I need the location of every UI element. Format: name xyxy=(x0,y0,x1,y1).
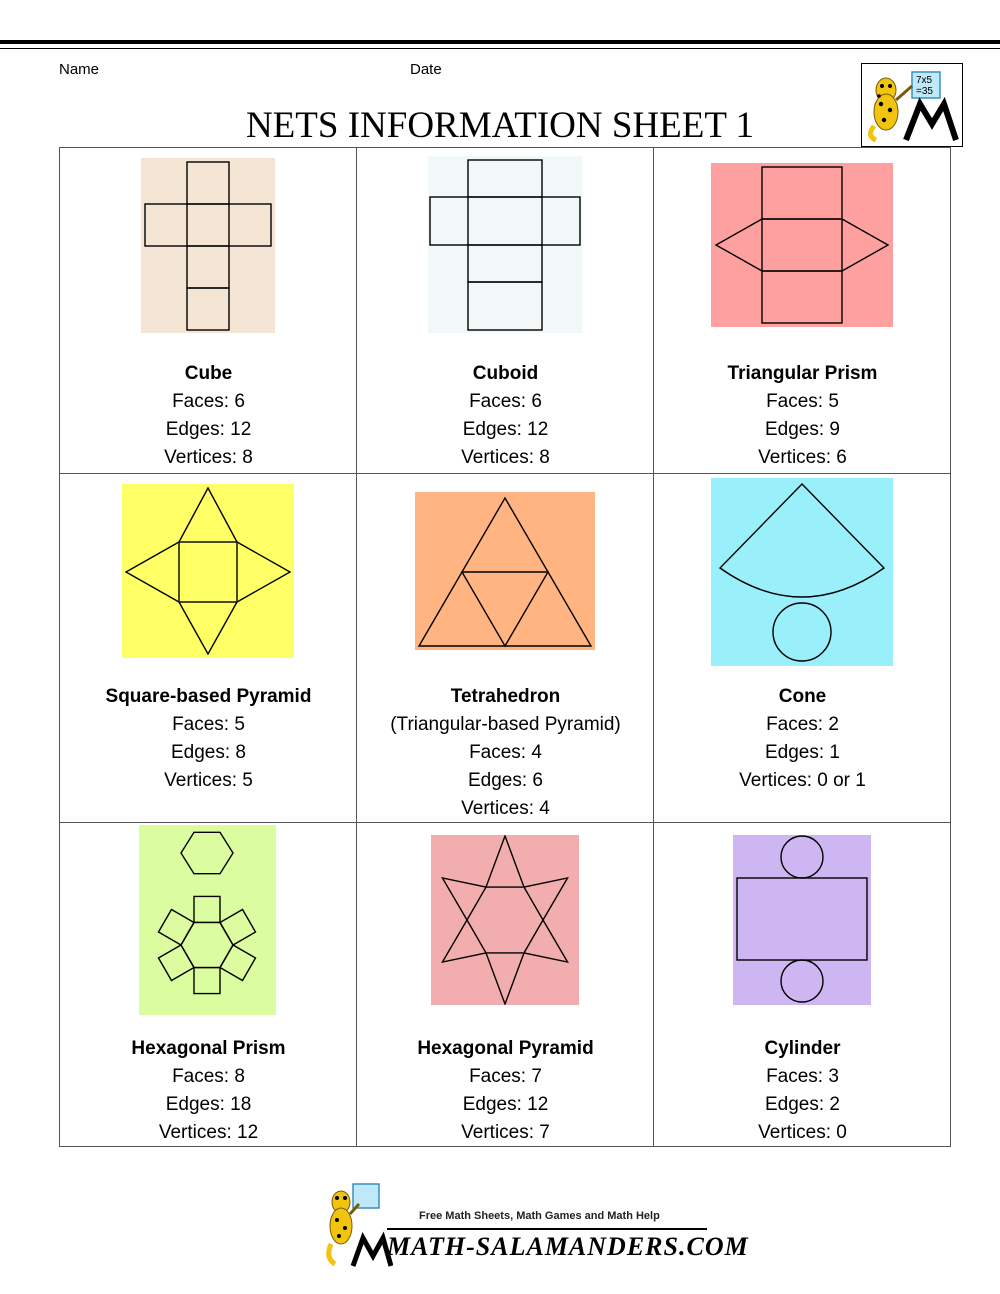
subtitle: (Triangular-based Pyramid) xyxy=(390,714,621,735)
svg-text:=35: =35 xyxy=(916,86,933,97)
nets-table xyxy=(59,147,951,1147)
faces-value: Faces: 5 xyxy=(766,391,839,412)
vertices-value: Vertices: 0 xyxy=(758,1122,847,1143)
cone-net-diagram xyxy=(711,478,893,666)
footer-site-name: MATH-SALAMANDERS.COM xyxy=(387,1232,749,1261)
triangular-prism-net-diagram xyxy=(711,163,893,327)
shape-card-hexagonal-prism xyxy=(60,823,357,1146)
square-pyramid-net-diagram xyxy=(122,484,294,658)
cylinder-net-diagram xyxy=(733,835,871,1005)
shape-name: Cube xyxy=(184,363,233,384)
shape-info xyxy=(654,683,951,795)
salamander-mascot-icon xyxy=(323,1178,393,1270)
name-label: Name xyxy=(59,61,100,78)
footer-divider xyxy=(387,1228,707,1230)
shape-info xyxy=(357,683,654,823)
edges-value: Edges: 12 xyxy=(165,419,252,440)
shape-name: Square-based Pyramid xyxy=(105,686,312,707)
vertices-value: Vertices: 8 xyxy=(461,447,550,468)
shape-info xyxy=(654,1035,951,1147)
shape-name: Cone xyxy=(778,686,827,707)
cuboid-net-diagram xyxy=(428,156,582,333)
cube-net-diagram xyxy=(141,158,275,333)
shape-info xyxy=(60,1035,357,1147)
vertices-value: Vertices: 8 xyxy=(164,447,253,468)
edges-value: Edges: 2 xyxy=(765,1094,840,1115)
faces-value: Faces: 8 xyxy=(172,1066,245,1087)
shape-name: Hexagonal Pyramid xyxy=(417,1038,594,1059)
footer-tagline: Free Math Sheets, Math Games and Math Help xyxy=(419,1210,660,1222)
shape-name: Cylinder xyxy=(764,1038,841,1059)
top-border-thin xyxy=(0,48,1000,49)
vertices-value: Vertices: 5 xyxy=(164,770,253,791)
tetrahedron-net-diagram xyxy=(415,492,595,650)
faces-value: Faces: 6 xyxy=(469,391,542,412)
faces-value: Faces: 2 xyxy=(766,714,839,735)
shape-card-square-pyramid xyxy=(60,474,357,822)
shape-card-cube xyxy=(60,148,357,473)
vertices-value: Vertices: 6 xyxy=(758,447,847,468)
top-border-thick xyxy=(0,40,1000,44)
edges-value: Edges: 6 xyxy=(468,770,543,791)
vertices-value: Vertices: 4 xyxy=(461,798,550,819)
edges-value: Edges: 12 xyxy=(462,1094,549,1115)
vertices-value: Vertices: 0 or 1 xyxy=(739,770,866,791)
edges-value: Edges: 12 xyxy=(462,419,549,440)
shape-info xyxy=(357,360,654,472)
footer-logo xyxy=(323,1178,749,1270)
edges-value: Edges: 8 xyxy=(171,742,246,763)
shape-name: Tetrahedron xyxy=(450,686,561,707)
shape-card-hexagonal-pyramid xyxy=(357,823,654,1146)
svg-text:7x5: 7x5 xyxy=(916,75,933,86)
shape-info xyxy=(60,360,357,472)
shape-name: Hexagonal Prism xyxy=(131,1038,286,1059)
date-label: Date xyxy=(410,61,442,78)
shape-info xyxy=(654,360,951,472)
shape-name: Triangular Prism xyxy=(727,363,878,384)
shape-card-cone xyxy=(654,474,951,822)
shape-card-tetrahedron xyxy=(357,474,654,822)
edges-value: Edges: 18 xyxy=(165,1094,252,1115)
edges-value: Edges: 9 xyxy=(765,419,840,440)
faces-value: Faces: 4 xyxy=(469,742,542,763)
vertices-value: Vertices: 12 xyxy=(158,1122,259,1143)
faces-value: Faces: 5 xyxy=(172,714,245,735)
shape-info xyxy=(60,683,357,795)
faces-value: Faces: 6 xyxy=(172,391,245,412)
faces-value: Faces: 7 xyxy=(469,1066,542,1087)
shape-name: Cuboid xyxy=(472,363,539,384)
shape-card-cuboid xyxy=(357,148,654,473)
edges-value: Edges: 1 xyxy=(765,742,840,763)
shape-card-cylinder xyxy=(654,823,951,1146)
hexagonal-prism-net-diagram xyxy=(139,825,276,1015)
faces-value: Faces: 3 xyxy=(766,1066,839,1087)
page-title: NETS INFORMATION SHEET 1 xyxy=(245,105,755,146)
shape-info xyxy=(357,1035,654,1147)
hexagonal-pyramid-net-diagram xyxy=(431,835,579,1005)
vertices-value: Vertices: 7 xyxy=(461,1122,550,1143)
shape-card-triangular-prism xyxy=(654,148,951,473)
